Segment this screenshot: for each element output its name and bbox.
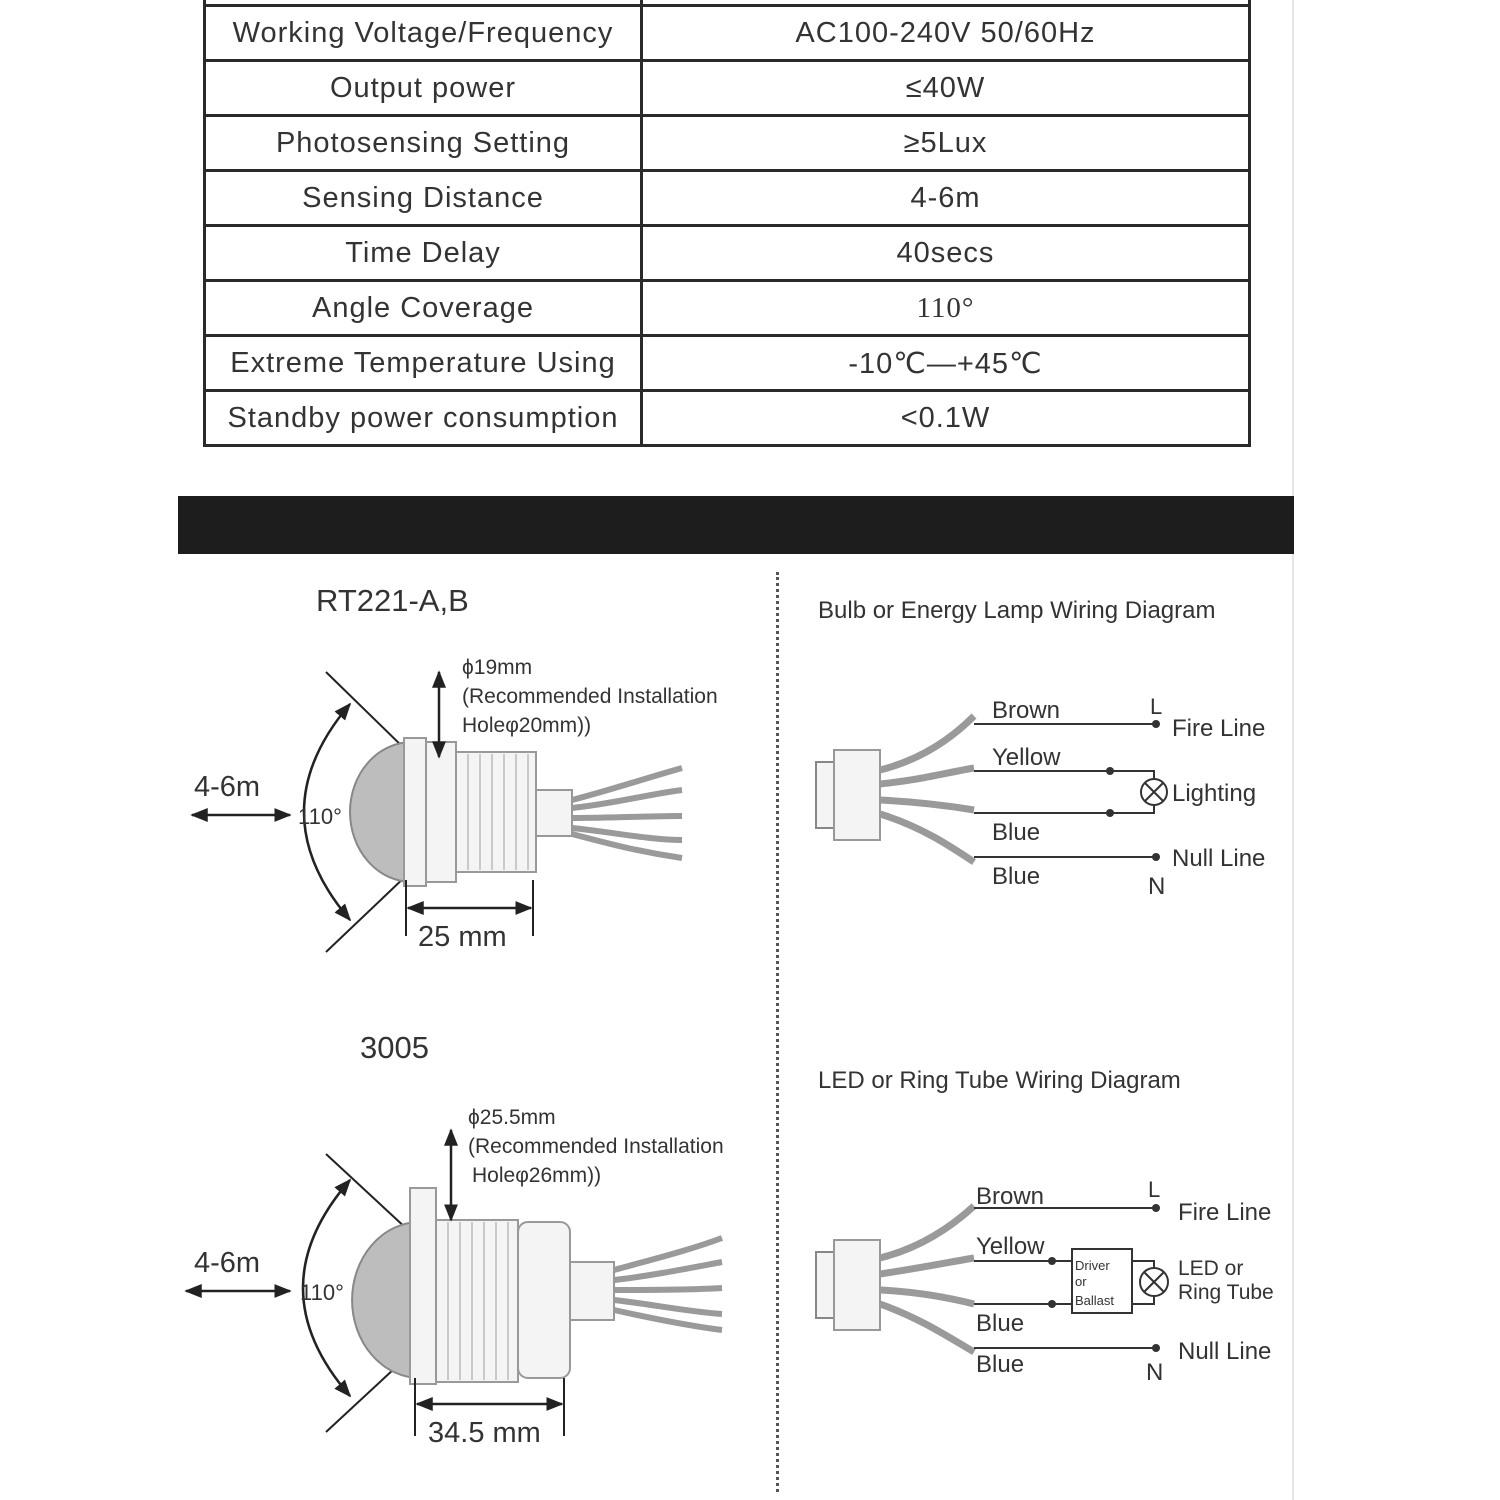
sensor-flange	[404, 738, 426, 886]
spec-label: Working Voltage/Frequency	[205, 6, 642, 61]
terminal-l: L	[1150, 694, 1163, 719]
lighting-label: Lighting	[1172, 780, 1257, 807]
cone-line-bottom	[326, 874, 408, 952]
terminal-n: N	[1148, 873, 1166, 900]
wire-label-brown: Brown	[992, 697, 1061, 724]
model-b-diameter: ϕ25.5mm	[468, 1106, 556, 1129]
bulb-wires-icon	[880, 716, 974, 862]
model-b-hole-line2: Holeφ26mm))	[472, 1164, 602, 1187]
spec-value: AC100-240V 50/60Hz	[642, 6, 1250, 61]
spec-value: 40secs	[642, 226, 1250, 281]
spec-value: ≤40W	[642, 61, 1250, 116]
model-b-angle: 110°	[300, 1280, 344, 1305]
wire-label-yellow: Yellow	[976, 1233, 1045, 1260]
model-b-figure	[186, 1030, 724, 1449]
bulb-diagram-title: Bulb or Energy Lamp Wiring Diagram	[818, 597, 1216, 624]
spec-value: <0.1W	[642, 391, 1250, 446]
spec-value: -10℃—+45℃	[642, 336, 1250, 391]
spec-label: Output power	[205, 61, 642, 116]
spec-value: 4-6m	[642, 171, 1250, 226]
sensor-nut	[518, 1222, 570, 1378]
terminal-n: N	[1146, 1359, 1164, 1386]
wire-label-brown: Brown	[976, 1183, 1045, 1210]
model-a-hole-line2: Holeφ20mm))	[462, 714, 592, 737]
bulb-wiring-diagram	[816, 597, 1265, 900]
lamp-icon	[1141, 779, 1167, 805]
wire-label-blue: Blue	[976, 1310, 1025, 1337]
spec-label: Sensing Distance	[205, 171, 642, 226]
driver-label-1: Driver	[1075, 1258, 1110, 1273]
connector-icon	[570, 1262, 614, 1320]
spec-label: Photosensing Setting	[205, 116, 642, 171]
spec-value: 110°	[642, 281, 1250, 336]
wires-icon	[572, 768, 682, 858]
led-lamp-icon	[1140, 1268, 1168, 1296]
led-label-2: Ring Tube	[1178, 1281, 1274, 1304]
wire-label-blue: Blue	[992, 819, 1041, 846]
fire-line-label: Fire Line	[1178, 1199, 1272, 1226]
model-a-diameter: ϕ19mm	[462, 656, 533, 679]
sensor-flange	[410, 1188, 436, 1384]
model-a-figure	[192, 583, 718, 953]
sensor-dome-icon	[350, 742, 412, 882]
mini-connector-icon	[816, 762, 834, 828]
model-b-title: 3005	[360, 1030, 429, 1065]
model-a-title: RT221-A,B	[316, 583, 469, 618]
spec-label: Extreme Temperature Using	[205, 336, 642, 391]
null-line-label: Null Line	[1178, 1338, 1272, 1365]
cone-line-top	[326, 672, 408, 752]
led-label-1: LED or	[1178, 1257, 1244, 1280]
spec-label: Time Delay	[205, 226, 642, 281]
model-a-range: 4-6m	[194, 771, 261, 803]
model-b-range: 4-6m	[194, 1247, 261, 1279]
mini-connector-icon	[816, 1252, 834, 1318]
mini-sensor-icon	[834, 1240, 880, 1330]
spec-label: Angle Coverage	[205, 281, 642, 336]
null-line-label: Null Line	[1172, 845, 1266, 872]
connector-icon	[536, 790, 572, 836]
wire-label-blue: Blue	[992, 863, 1041, 890]
model-b-hole-line1: (Recommended Installation	[468, 1135, 724, 1158]
model-a-angle: 110°	[298, 804, 342, 829]
led-wires-icon	[880, 1206, 974, 1352]
driver-label-2: or	[1075, 1274, 1087, 1289]
sensor-nut	[426, 742, 456, 882]
terminal-l: L	[1148, 1177, 1161, 1202]
driver-label-3: Ballast	[1075, 1293, 1115, 1308]
wire-label-yellow: Yellow	[992, 744, 1061, 771]
led-diagram-title: LED or Ring Tube Wiring Diagram	[818, 1067, 1181, 1094]
spec-value: ≥5Lux	[642, 116, 1250, 171]
model-a-length: 25 mm	[418, 921, 507, 953]
wire-label-blue: Blue	[976, 1351, 1025, 1378]
wires-icon	[614, 1238, 722, 1330]
fire-line-label: Fire Line	[1172, 715, 1266, 742]
led-wiring-diagram	[816, 1067, 1274, 1386]
mini-sensor-icon	[834, 750, 880, 840]
cone-line-top	[326, 1154, 408, 1230]
model-b-length: 34.5 mm	[428, 1417, 541, 1449]
model-a-hole-line1: (Recommended Installation	[462, 685, 718, 708]
spec-label: Standby power consumption	[205, 391, 642, 446]
